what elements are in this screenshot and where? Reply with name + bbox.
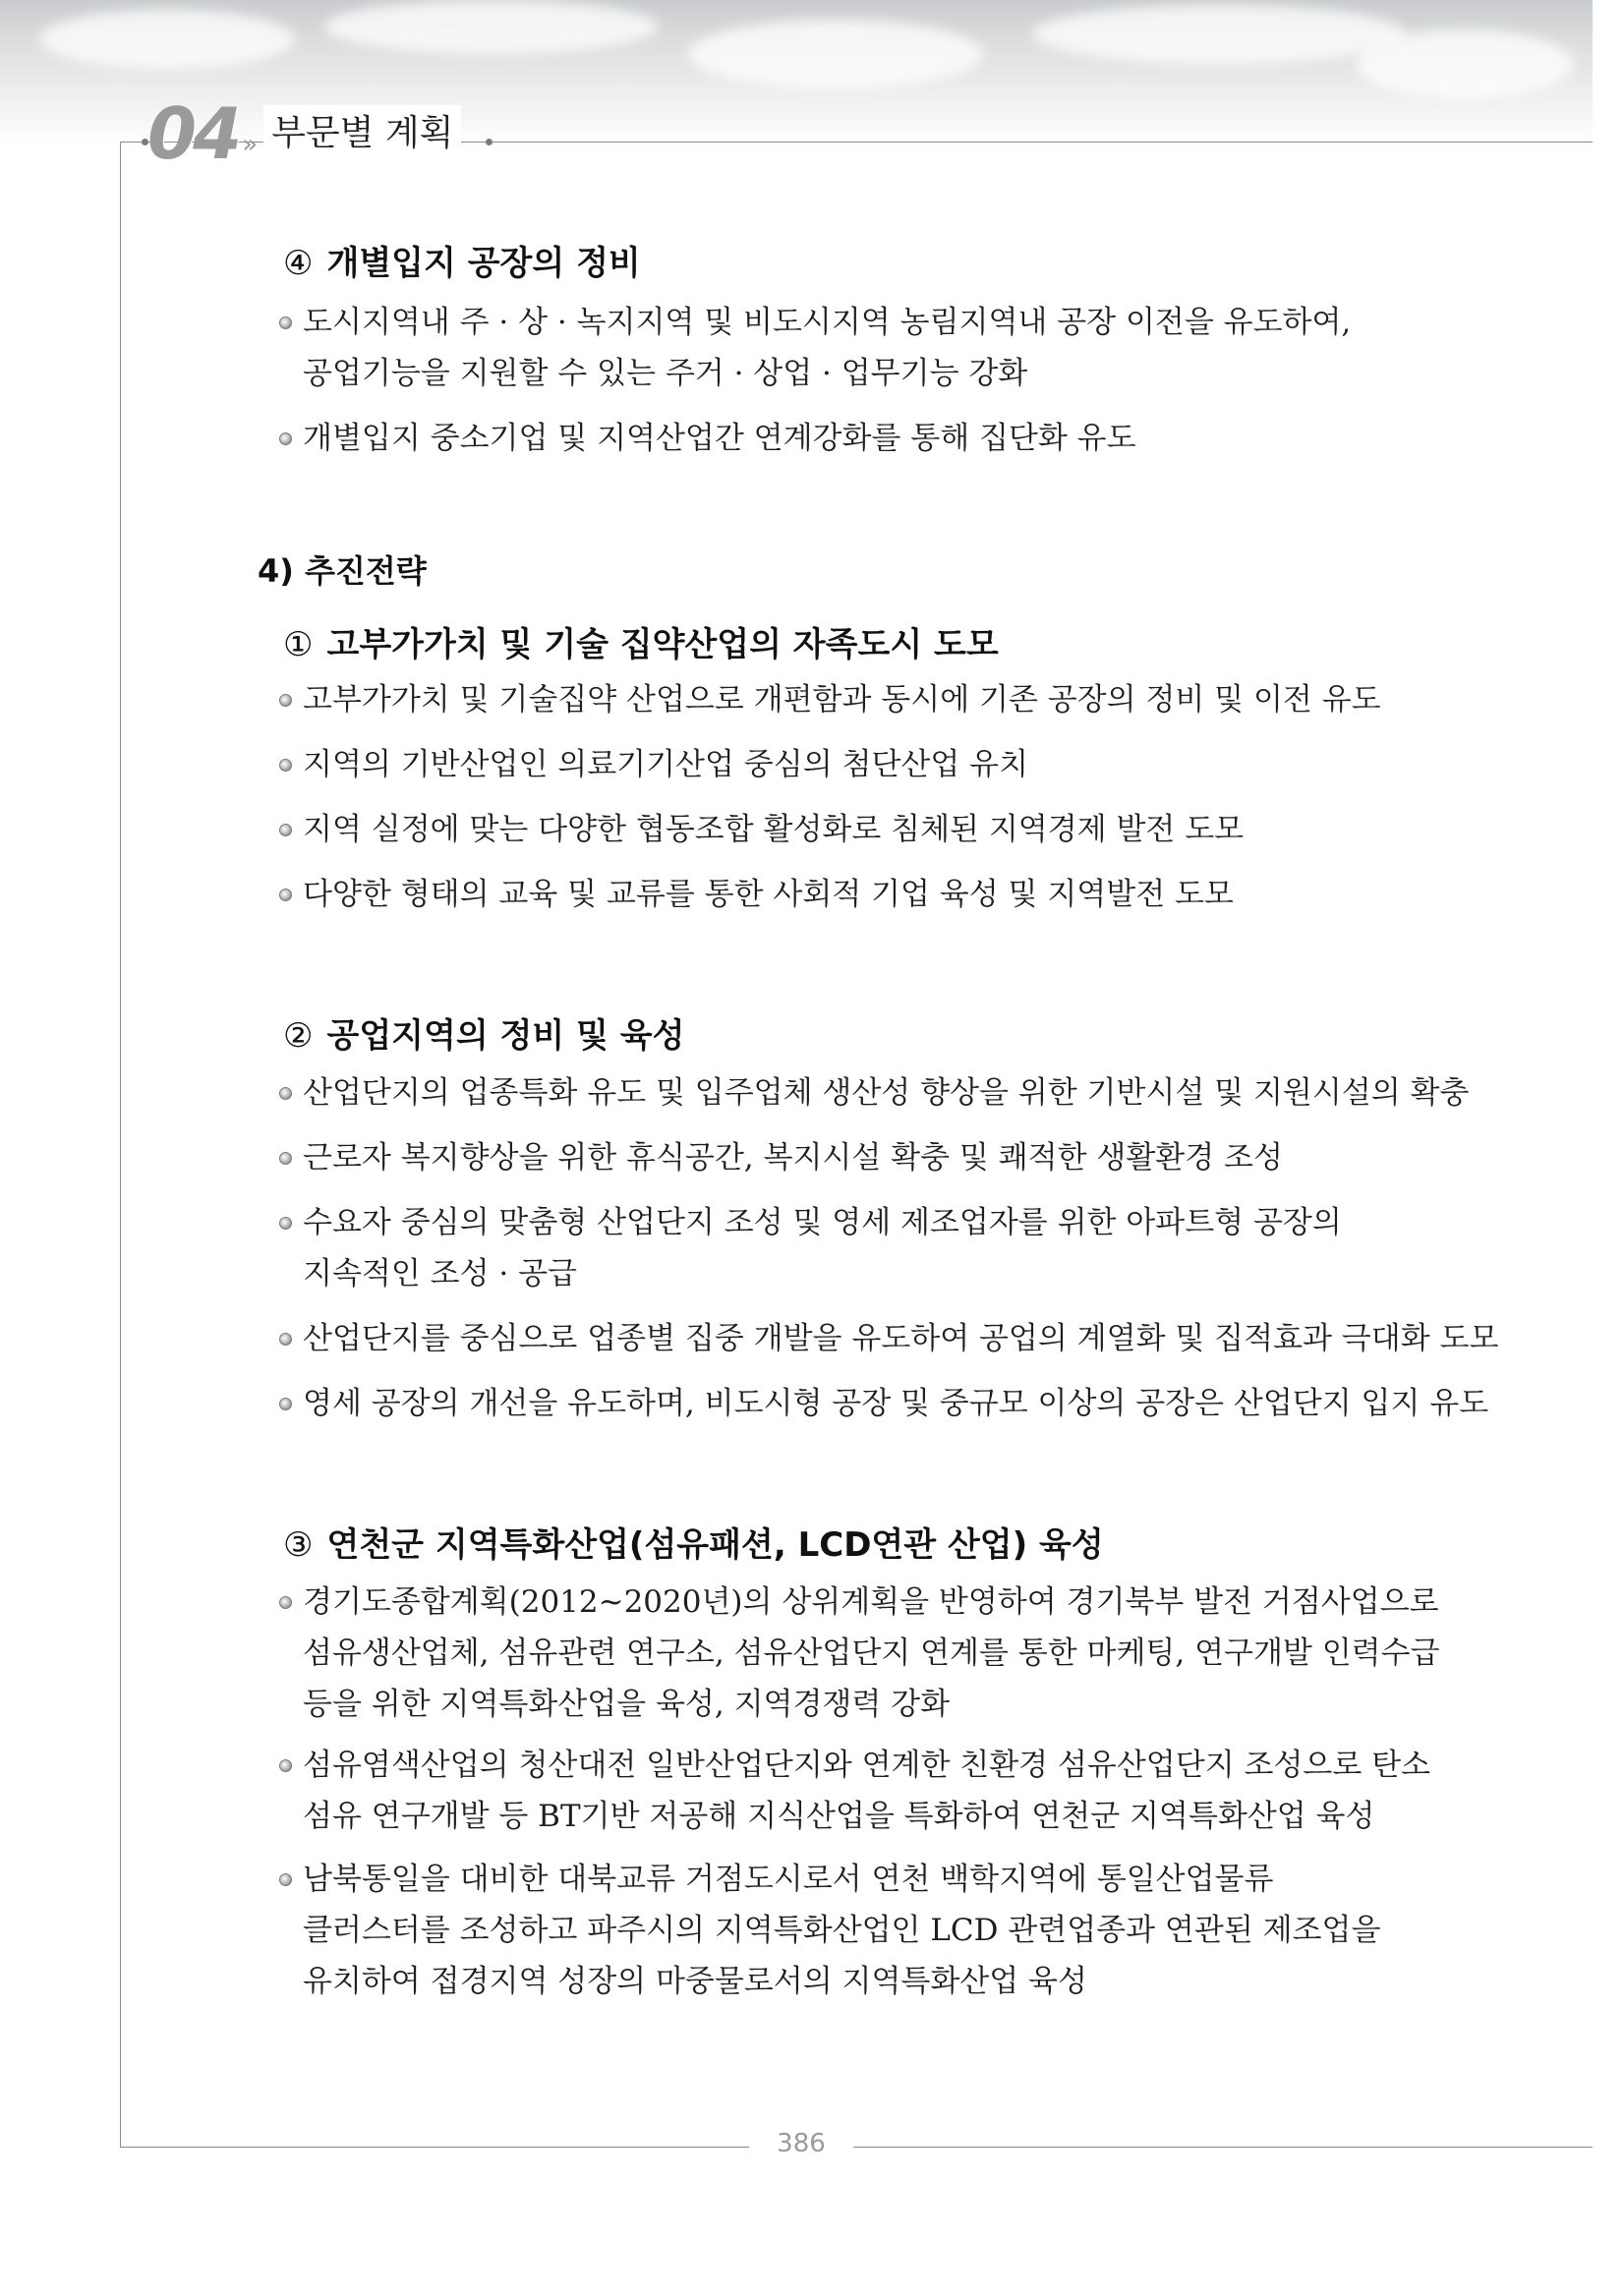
subheading-number: ③ [283, 1525, 314, 1565]
list-item-line: 고부가가치 및 기술집약 산업으로 개편함과 동시에 기존 공장의 정비 및 이전 유도 [303, 682, 1381, 718]
bullet-icon [279, 1152, 292, 1165]
list-item-line: 남북통일을 대비한 대북교류 거점도시로서 연천 백학지역에 통일산업물류 [303, 1862, 1274, 1897]
subheading-text: 연천군 지역특화산업(섬유패션, LCD연관 산업) 육성 [326, 1525, 1104, 1565]
list-item-line: 산업단지를 중심으로 업종별 집중 개발을 유도하여 공업의 계열화 및 집적효과 극대화 도모 [303, 1321, 1499, 1356]
list-item [303, 1577, 1453, 1730]
frame-dot-right [486, 139, 493, 145]
page-number: 386 [777, 2129, 826, 2158]
list-item-line: 수요자 중심의 맞춤형 산업단지 조성 및 영세 제조업자를 위한 아파트형 공장의 [303, 1205, 1342, 1240]
bullet-icon [279, 1087, 292, 1100]
subheading-text: 개별입지 공장의 정비 [326, 244, 641, 283]
list-item [303, 869, 1453, 920]
subheading [283, 236, 641, 284]
list-item [303, 1854, 1453, 2007]
list-item [303, 1313, 1499, 1364]
section-heading: 4) 추진전략 [258, 552, 427, 590]
list-item-line: 클러스터를 조성하고 파주시의 지역특화산업인 LCD 관련업종과 연관된 제조업을 [303, 1913, 1381, 1948]
bullet-icon [279, 889, 292, 901]
list-item-line: 섬유염색산업의 청산대전 일반산업단지와 연계한 친환경 섬유산업단지 조성으로 탄소 [303, 1748, 1431, 1783]
list-item-line: 지역 실정에 맞는 다양한 협동조합 활성화로 침체된 지역경제 발전 도모 [303, 812, 1245, 847]
list-item-line: 다양한 형태의 교육 및 교류를 통한 사회적 기업 육성 및 지역발전 도모 [303, 877, 1234, 912]
list-item-line: 지속적인 조성 · 공급 [303, 1256, 577, 1292]
list-item [303, 1378, 1489, 1429]
list-item [303, 1067, 1470, 1119]
list-item [303, 674, 1453, 725]
frame-left-rule [120, 142, 121, 2147]
bullet-icon [279, 1217, 292, 1230]
bullet-icon [279, 1398, 292, 1410]
subheading-text: 공업지역의 정비 및 육성 [326, 1016, 685, 1056]
bullet-icon [279, 1596, 292, 1609]
bullet-icon [279, 1759, 292, 1772]
bullet-icon [279, 432, 292, 445]
bullet-icon [279, 824, 292, 836]
chapter-title: 부문별 계획 [263, 105, 461, 155]
list-item-line: 등을 위한 지역특화산업을 육성, 지역경쟁력 강화 [303, 1687, 951, 1722]
list-item-line: 유치하여 접경지역 성장의 마중물로서의 지역특화산업 육성 [303, 1964, 1087, 1999]
list-item-line: 공업기능을 지원할 수 있는 주거 · 상업 · 업무기능 강화 [303, 356, 1028, 391]
chapter-quote-mark: » [242, 130, 259, 159]
bullet-icon [279, 316, 292, 329]
subheading-number: ④ [283, 244, 314, 283]
list-item-line: 영세 공장의 개선을 유도하며, 비도시형 공장 및 중규모 이상의 공장은 산업단지 입지 유도 [303, 1386, 1489, 1421]
bullet-icon [279, 694, 292, 707]
bullet-icon [279, 1333, 292, 1346]
list-item [303, 1740, 1453, 1842]
chapter-label [147, 90, 461, 175]
list-item [303, 804, 1453, 855]
list-item-line: 지역의 기반산업인 의료기기산업 중심의 첨단산업 유치 [303, 747, 1029, 782]
list-item-line: 경기도종합계획(2012~2020년)의 상위계획을 반영하여 경기북부 발전 거점사업으로 [303, 1584, 1439, 1620]
list-item [303, 1132, 1453, 1183]
subheading [283, 1518, 1104, 1566]
subheading-number: ① [283, 625, 314, 664]
bullet-icon [279, 759, 292, 772]
list-item-line: 도시지역내 주 · 상 · 녹지지역 및 비도시지역 농림지역내 공장 이전을 유도하여, [303, 305, 1352, 340]
list-item-line: 개별입지 중소기업 및 지역산업간 연계강화를 통해 집단화 유도 [303, 421, 1136, 456]
list-item-line: 산업단지의 업종특화 유도 및 입주업체 생산성 향상을 위한 기반시설 및 지원시설의 확충 [303, 1075, 1470, 1111]
subheading-number: ② [283, 1016, 314, 1056]
list-item [303, 739, 1453, 790]
frame-bottom-rule-right [853, 2147, 1593, 2148]
list-item [303, 297, 1453, 399]
chapter-number: 04 [147, 92, 239, 175]
bullet-icon [279, 1873, 292, 1886]
frame-bottom-rule-left [120, 2147, 749, 2148]
list-item-line: 근로자 복지향상을 위한 휴식공간, 복지시설 확충 및 쾌적한 생활환경 조성 [303, 1140, 1283, 1176]
list-item [303, 413, 1453, 464]
subheading [283, 617, 999, 665]
list-item-line: 섬유생산업체, 섬유관련 연구소, 섬유산업단지 연계를 통한 마케팅, 연구개발 인력수급 [303, 1636, 1440, 1671]
subheading-text: 고부가가치 및 기술 집약산업의 자족도시 도모 [326, 625, 999, 664]
list-item-line: 섬유 연구개발 등 BT기반 저공해 지식산업을 특화하여 연천군 지역특화산업 육성 [303, 1799, 1375, 1834]
subheading [283, 1008, 684, 1057]
list-item [303, 1197, 1453, 1299]
